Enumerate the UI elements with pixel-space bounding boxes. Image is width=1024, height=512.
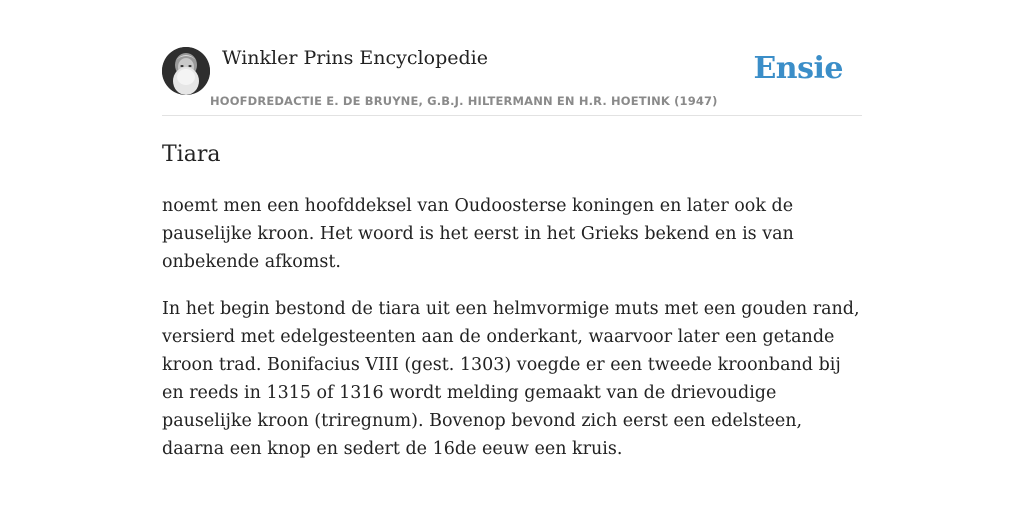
source-header [162,0,862,116]
author-avatar [162,47,210,95]
editors-credit: HOOFDREDACTIE E. DE BRUYNE, G.B.J. HILTERMANN EN H.R. HOETINK (1947) [210,94,718,108]
source-title[interactable]: Winkler Prins Encyclopedie [222,47,488,69]
portrait-icon [162,47,210,95]
entry-title: Tiara [162,142,221,167]
entry-paragraph: noemt men een hoofddeksel van Oudoosterse koningen en later ook de pauselijke kroon. Het woord is het eerst in het Grieks bekend en is van onbekende afkomst. [162,196,794,272]
ensie-logo[interactable]: Ensie [753,51,843,86]
entry-body [162,192,862,482]
entry-paragraph: In het begin bestond de tiara uit een helmvormige muts met een gouden rand, versierd met edelgesteenten aan de onderkant, waarvoor later een getande kroon trad. Bonifacius VIII (gest. 1303) voegde er een tweede kroonband bij en reeds in 1315 of 1316 wordt melding gemaakt van de drievoudige pauselijke kroon (triregnum). Bovenop bevond zich eerst een edelsteen, daarna een knop en sedert de 16de eeuw een kruis. [162,299,860,459]
page [162,0,862,459]
